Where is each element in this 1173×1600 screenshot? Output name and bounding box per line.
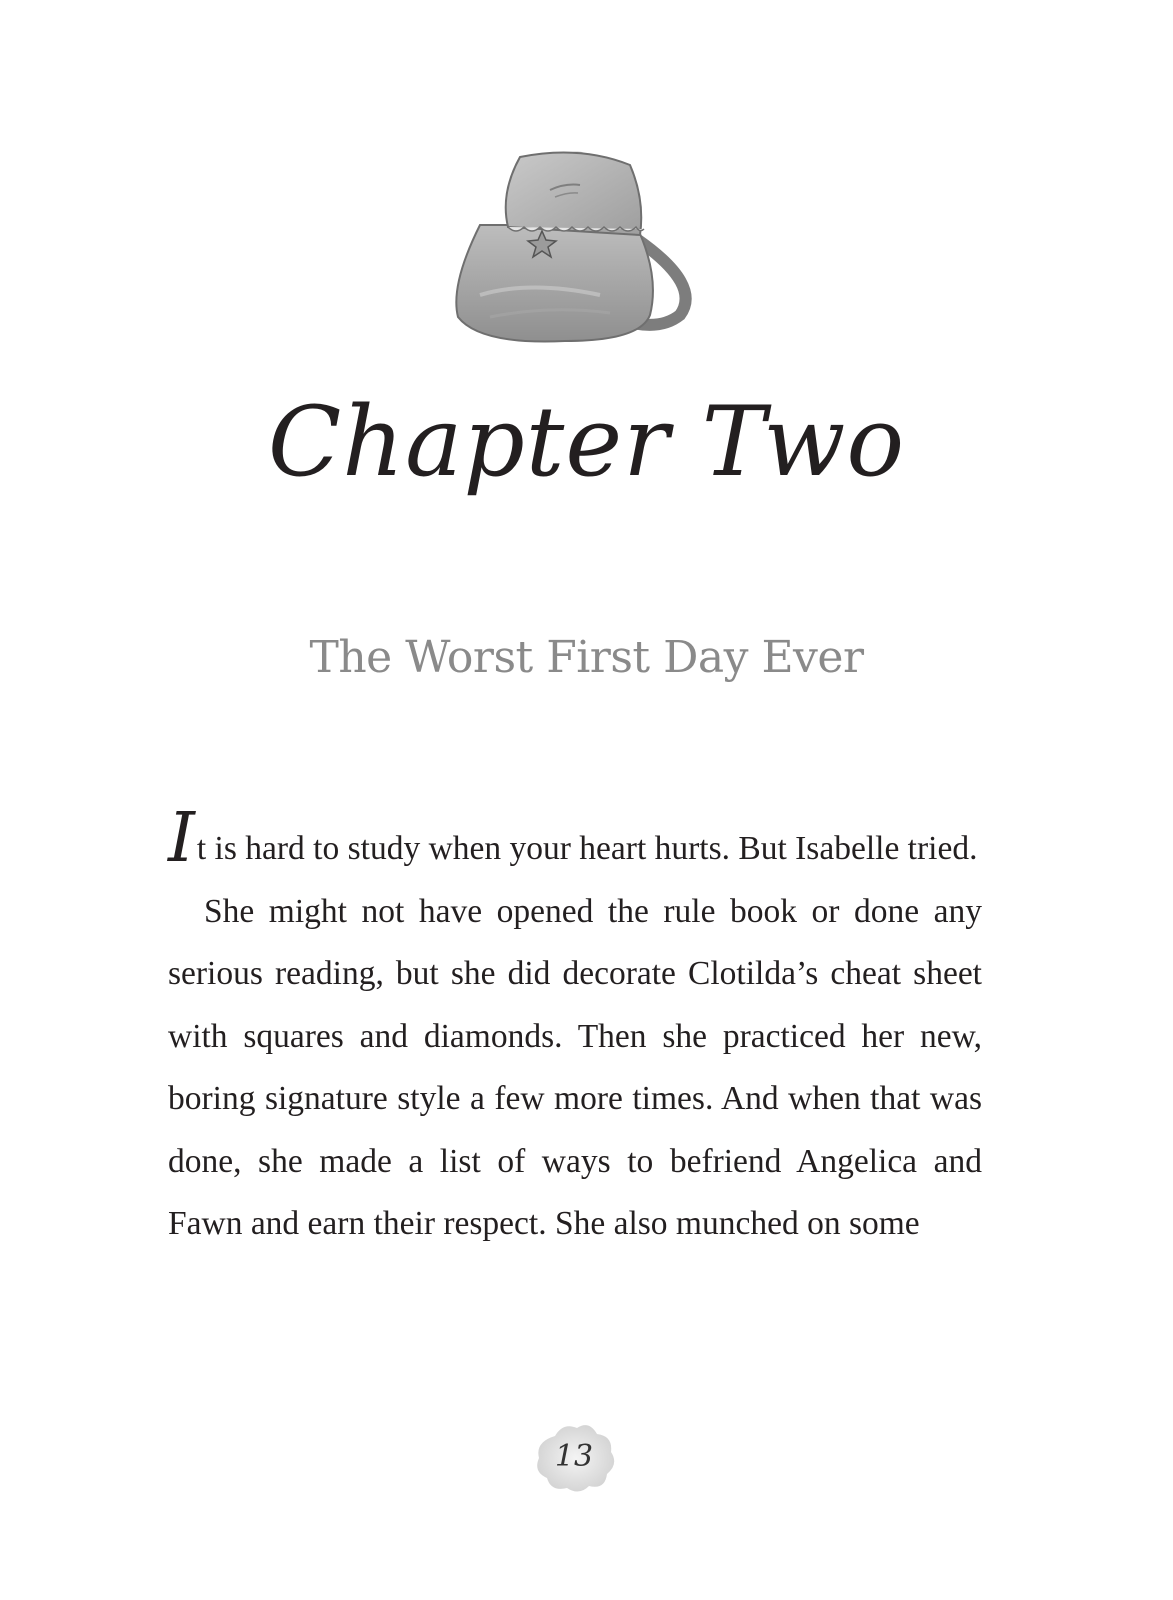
chapter-title: Chapter Two <box>267 386 906 498</box>
page-number-badge <box>531 1418 617 1496</box>
paragraph <box>168 799 982 881</box>
body-text <box>168 799 982 1256</box>
page-number: 13 <box>554 1439 594 1474</box>
paragraph-text: t is hard to study when your heart hurts. But Isabelle tried. <box>196 830 978 867</box>
backpack-icon <box>440 145 710 345</box>
drop-cap: I <box>168 799 195 878</box>
chapter-subtitle: The Worst First Day Ever <box>309 632 864 683</box>
paragraph: She might not have opened the rule book or done any serious reading, but she did decorate Clotilda’s cheat sheet with squares and diamonds. Then she practiced her new, boring signature style a few more times. And when that was done, she made a list of ways to befriend Angelica and Fawn and earn their respect. She also munched on some <box>168 892 982 1242</box>
